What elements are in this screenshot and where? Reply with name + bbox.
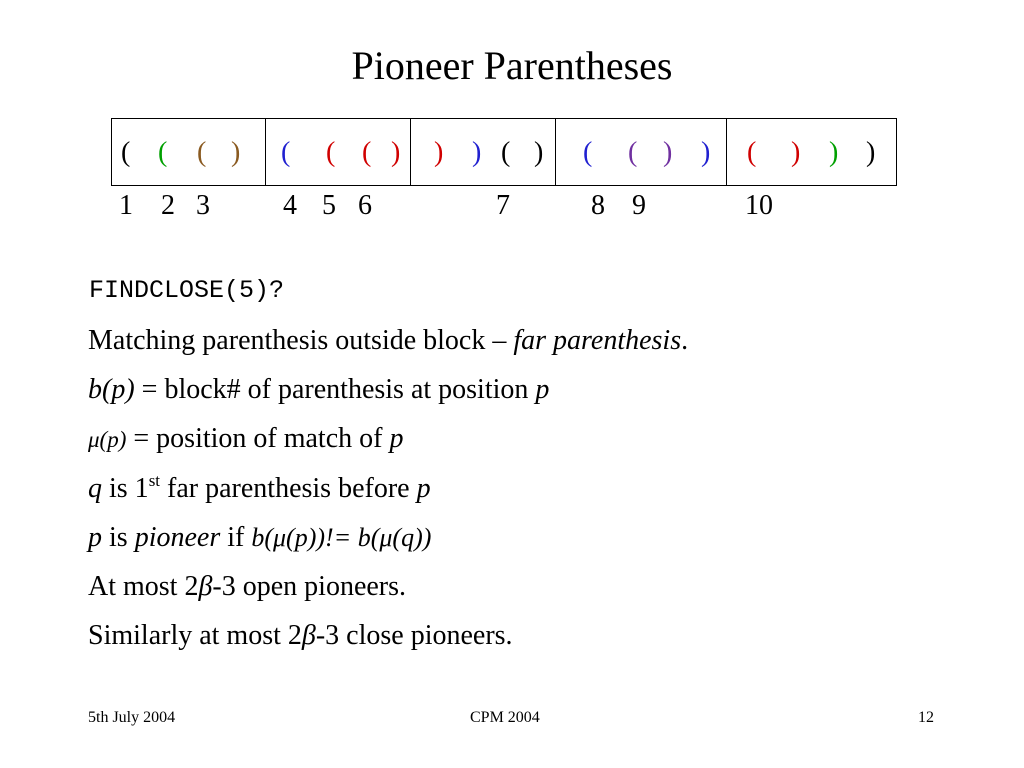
- text: if: [220, 522, 252, 553]
- paren: (: [121, 137, 131, 168]
- paren: (: [326, 137, 336, 168]
- open-pioneers-line: [88, 570, 406, 604]
- position-number: 10: [745, 190, 773, 221]
- paren: ): [434, 137, 444, 168]
- paren: (: [197, 137, 207, 168]
- block-1: [112, 119, 265, 185]
- block-2: [265, 119, 410, 185]
- math-p: p: [389, 423, 404, 454]
- position-number: 5: [322, 190, 336, 221]
- paren: ): [701, 137, 711, 168]
- math-beta: β: [301, 620, 316, 651]
- block-5: [726, 119, 896, 185]
- far-parenthesis-line: [88, 324, 688, 358]
- paren: (: [501, 137, 511, 168]
- text: Matching parenthesis outside block –: [88, 325, 514, 356]
- position-number: 4: [283, 190, 297, 221]
- text: far parenthesis before: [160, 473, 417, 504]
- block-4: [555, 119, 726, 185]
- slide-title: Pioneer Parentheses: [351, 43, 673, 88]
- position-number: 9: [632, 190, 646, 221]
- position-number: 3: [196, 190, 210, 221]
- position-number: 1: [119, 190, 133, 221]
- text: At most 2: [88, 571, 199, 602]
- text: = position of match of: [126, 423, 390, 454]
- paren: ): [663, 137, 673, 168]
- pioneer-definition-line: [88, 521, 431, 555]
- paren: ): [391, 137, 401, 168]
- findclose-query: FINDCLOSE(5)?: [89, 276, 285, 305]
- math-mu-of-p: μ(p): [88, 427, 127, 452]
- footer-conference: CPM 2004: [470, 709, 540, 726]
- block-definition-line: [88, 373, 549, 407]
- paren: (: [158, 137, 168, 168]
- text: is 1: [102, 473, 149, 504]
- paren: ): [866, 137, 876, 168]
- match-definition-line: [88, 422, 403, 457]
- paren: (: [362, 137, 372, 168]
- paren: (: [281, 137, 291, 168]
- text: = block# of parenthesis at position: [134, 374, 536, 405]
- paren: ): [534, 137, 544, 168]
- paren: (: [583, 137, 593, 168]
- term-pioneer: pioneer: [134, 522, 221, 553]
- paren: (: [628, 137, 638, 168]
- paren: (: [747, 137, 757, 168]
- math-p: p: [88, 522, 102, 553]
- text: -3 open pioneers.: [212, 571, 407, 602]
- paren: ): [472, 137, 482, 168]
- math-p: p: [535, 374, 550, 405]
- footer-date: 5th July 2004: [88, 709, 176, 726]
- math-beta: β: [198, 571, 213, 602]
- parenthesis-block-table: [111, 118, 897, 186]
- paren: ): [231, 137, 241, 168]
- footer-page-number: 12: [918, 709, 934, 726]
- pioneer-condition-formula: b(μ(p))!= b(μ(q)): [251, 523, 432, 552]
- term-far-parenthesis: far parenthesis: [513, 325, 682, 356]
- text: is: [102, 522, 135, 553]
- close-pioneers-line: [88, 619, 513, 653]
- paren: ): [829, 137, 839, 168]
- position-number: 2: [161, 190, 175, 221]
- position-number: 6: [358, 190, 372, 221]
- math-q: q: [88, 473, 102, 504]
- text: -3 close pioneers.: [315, 620, 513, 651]
- first-far-line: [88, 472, 431, 509]
- superscript-st: st: [148, 471, 161, 490]
- position-number: 8: [591, 190, 605, 221]
- math-b-of-p: b(p): [88, 374, 135, 405]
- position-number: 7: [496, 190, 510, 221]
- text: Similarly at most 2: [88, 620, 302, 651]
- text: .: [681, 325, 689, 356]
- paren: ): [791, 137, 801, 168]
- math-p: p: [416, 473, 431, 504]
- block-3: [410, 119, 555, 185]
